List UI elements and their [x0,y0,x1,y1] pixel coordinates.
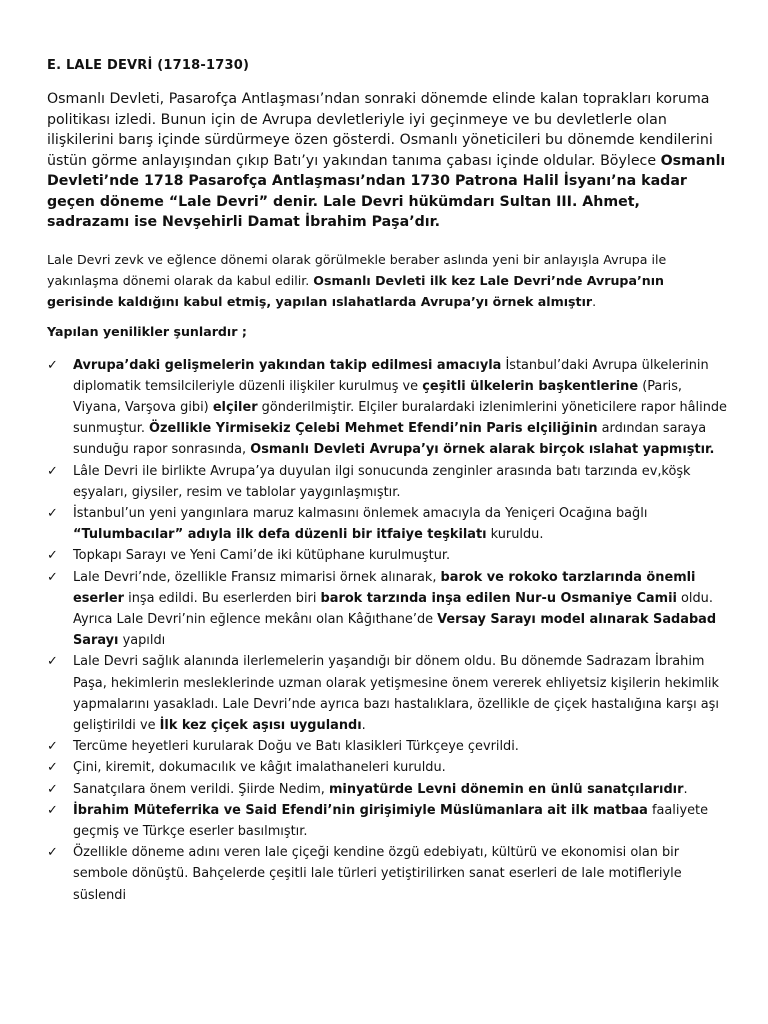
item-text: Lâle Devri ile birlikte Avrupa’ya duyulan ilgi sonucunda zenginler arasında batı tarzında ev,köşk eşyaları, giysiler, resim ve tablolar yaygınlaşmıştır. [73,463,691,500]
checkmark-icon: ✓ [47,505,58,521]
checkmark-icon: ✓ [47,845,58,861]
paragraph-bold-text: Osmanlı Devleti’nde 1718 Pasarofça Antlaşması’ndan 1730 Patrona Halil İsyanı’na kadar geçen döneme “Lale Devri” denir. Lale Devri hükümdarı Sultan III. Ahmet, sadrazamı ise Nevşehirli Damat İbrahim Paşa’dır. [47,152,726,230]
item-bold-text: İlk kez çiçek aşısı uygulandı [159,717,362,733]
paragraph-intro [47,89,727,233]
paragraph-text: Lale Devri zevk ve eğlence dönemi olarak görülmekle beraber aslında yeni bir anlayışla Avrupa ile yakınlaşma dönemi olarak da kabul edilir. [47,251,667,288]
list-item [47,545,727,566]
item-text: faaliyete geçmiş ve Türkçe eserler basılmıştır. [73,802,709,839]
checkmark-icon: ✓ [47,548,58,564]
list-item [47,736,727,757]
item-bold-text: İbrahim Müteferrika ve Said Efendi’nin girişimiyle Müslümanlara ait ilk matbaa [73,802,648,818]
section-title: E. LALE DEVRİ (1718-1730) [47,58,250,73]
item-text: oldu. Ayrıca Lale Devri’nin eğlence mekânı olan Kâğıthane’de [73,590,713,627]
item-text: Topkapı Sarayı ve Yeni Cami’de iki kütüphane kurulmuştur. [73,548,451,564]
item-text: gönderilmiştir. Elçiler buralardaki izlenimlerini yöneticilere rapor hâlinde sunmuştur. [73,399,727,437]
item-text: Tercüme heyetleri kurularak Doğu ve Batı klasikleri Türkçeye çevrildi. [73,739,519,755]
item-bold-text: Özellikle Yirmisekiz Çelebi Mehmet Efendi’nin Paris elçiliğinin [149,421,598,437]
item-text: inşa edildi. Bu eserlerden biri [124,590,321,606]
list-intro: Yapılan yenilikler şunlardır ; [47,323,247,339]
document-page [47,58,727,906]
checkmark-icon: ✓ [47,739,58,755]
paragraph-text: . [592,293,597,309]
item-text: Sanatçılara önem verildi. Şiirde Nedim, [73,781,329,797]
item-bold-text: Osmanlı Devleti Avrupa’yı örnek alarak birçok ıslahat yapmıştır. [250,442,715,458]
checkmark-icon: ✓ [47,569,58,585]
item-text: yapıldı [118,633,166,649]
item-text: (Paris, Viyana, Varşova gibi) [73,378,683,415]
item-text: Çini, kiremit, dokumacılık ve kâğıt imalathaneleri kuruldu. [73,760,446,776]
item-bold-text: barok tarzında inşa edilen Nur-u Osmaniye Camii [320,590,677,606]
item-bold-text: Versay Sarayı model alınarak Sadabad Sarayı [73,611,717,649]
checkmark-icon: ✓ [47,781,58,797]
item-text: ardından saraya sunduğu rapor sonrasında, [73,421,707,458]
checkmark-icon: ✓ [47,463,58,479]
item-text: Lale Devri sağlık alanında ilerlemelerin yaşandığı bir dönem oldu. Bu dönemde Sadrazam İbrahim Paşa, hekimlerin mesleklerinde uzman olarak yetişmesine önem vererek ehliyetsiz kişilerin hekimlik yapmalarını yasakladı. Lale Devri’nde ayrıca bazı hastalıklara, özellikle de çiçek hastalığına karşı aşı geliştirildi ve [73,654,719,733]
checkmark-icon: ✓ [47,357,58,373]
checkmark-icon: ✓ [47,802,58,818]
item-text: İstanbul’un yeni yangınlara maruz kalmasını önlemek amacıyla da Yeniçeri Ocağına bağlı [73,505,648,521]
list-item [47,779,727,800]
checkmark-icon: ✓ [47,760,58,776]
list-item [47,800,727,842]
list-item [47,757,727,778]
list-item [47,567,727,652]
list-item [47,355,727,461]
paragraph-text: Osmanlı Devleti, Pasarofça Antlaşması’ndan sonraki dönemde elinde kalan toprakları koruma politikası izledi. Bunun için de Avrupa devletleriyle iyi geçinmeye ve bu devletlerle olan ilişkilerini barış içinde sürdürmeye özen gösterdi. Osmanlı yöneticileri bu dönemde kendilerini üstün görme anlayışından çıkıp Batı’yı yakından tanıma çabası içinde oldular. Böylece [47,91,713,169]
item-bold-text: barok ve rokoko tarzlarında önemli eserler [73,569,696,606]
item-bold-text: çeşitli ülkelerin başkentlerine [422,378,639,394]
paragraph-bold-text: Osmanlı Devleti ilk kez Lale Devri’nde Avrupa’nın gerisinde kaldığını kabul etmiş, yapılan ıslahatlarda Avrupa’yı örnek almıştır [47,272,664,309]
list-item [47,651,727,736]
paragraph-summary [47,249,727,312]
item-text: İstanbul’daki Avrupa ülkelerinin diplomatik temsilcileriyle düzenli ilişkiler kurulmuş ve [73,357,709,394]
list-item [47,842,727,906]
innovations-list [47,355,727,906]
item-text: Özellikle döneme adını veren lale çiçeği kendine özgü edebiyatı, kültürü ve ekonomisi olan bir sembole dönüştü. Bahçelerde çeşitli lale türleri yetiştirilirken sanat eserleri de lale motifleriyle süslendi [73,845,682,903]
list-item [47,461,727,503]
item-bold-text: Avrupa’daki gelişmelerin yakından takip edilmesi amacıyla [73,357,502,373]
checkmark-icon: ✓ [47,654,58,670]
item-bold-text: elçiler [212,399,258,415]
item-bold-text: minyatürde Levni dönemin en ünlü sanatçılarıdır [329,781,684,797]
list-item [47,503,727,545]
item-text: kuruldu. [486,527,544,543]
item-text: . [683,781,688,797]
item-text: Lale Devri’nde, özellikle Fransız mimarisi örnek alınarak, [73,569,441,585]
item-bold-text: “Tulumbacılar” adıyla ilk defa düzenli bir itfaiye teşkilatı [73,527,487,543]
item-text: . [361,717,366,733]
